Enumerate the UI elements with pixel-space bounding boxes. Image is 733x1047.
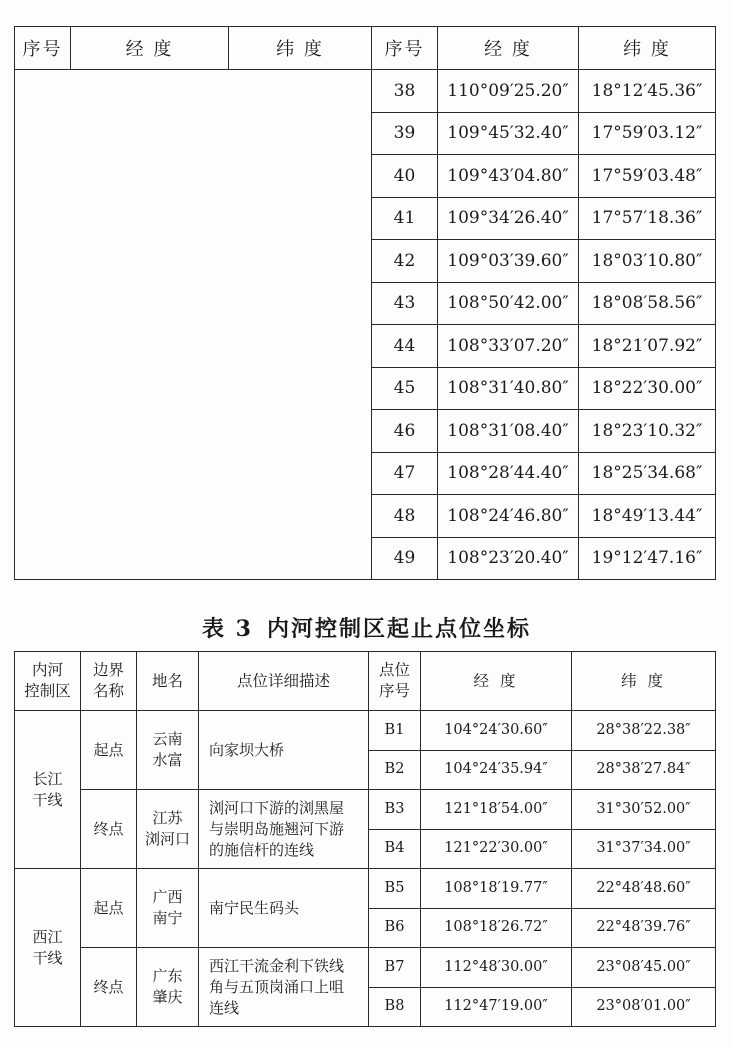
seq-cell: 47: [372, 452, 438, 495]
boundary-cell: 起点: [81, 869, 137, 948]
point-id-cell: B2: [369, 750, 421, 790]
latitude-cell: 23°08′01.00″: [572, 987, 716, 1027]
longitude-cell: 108°31′08.40″: [438, 410, 579, 453]
table-row: [15, 869, 716, 909]
description-cell: 西江干流金利下铁线 角与五顶岗涌口上咀 连线: [199, 948, 369, 1027]
latitude-cell: 23°08′45.00″: [572, 948, 716, 988]
point-id-cell: B7: [369, 948, 421, 988]
longitude-cell: 112°47′19.00″: [421, 987, 572, 1027]
header-zone: 内河 控制区: [15, 652, 81, 711]
latitude-cell: 19°12′47.16″: [579, 537, 716, 580]
latitude-cell: 18°03′10.80″: [579, 240, 716, 283]
longitude-cell: 109°43′04.80″: [438, 155, 579, 198]
description-cell: 南宁民生码头: [199, 869, 369, 948]
seq-cell: 38: [372, 70, 438, 113]
place-cell: 广西 南宁: [137, 869, 199, 948]
zone-cell: 长江 干线: [15, 711, 81, 869]
seq-cell: 42: [372, 240, 438, 283]
header-lon-left: 经 度: [71, 27, 229, 70]
table3-title-number: 表 3: [202, 616, 253, 642]
table-row: [15, 948, 716, 988]
seq-cell: 43: [372, 282, 438, 325]
point-id-cell: B6: [369, 908, 421, 948]
place-cell: 广东 肇庆: [137, 948, 199, 1027]
point-id-cell: B4: [369, 829, 421, 869]
header-lat-right: 纬 度: [579, 27, 716, 70]
latitude-cell: 18°08′58.56″: [579, 282, 716, 325]
latitude-cell: 22°48′39.76″: [572, 908, 716, 948]
longitude-cell: 108°31′40.80″: [438, 367, 579, 410]
header-desc: 点位详细描述: [199, 652, 369, 711]
coordinates-table-continued: [14, 26, 716, 580]
seq-cell: 48: [372, 495, 438, 538]
longitude-cell: 108°50′42.00″: [438, 282, 579, 325]
point-id-cell: B1: [369, 711, 421, 751]
seq-cell: 49: [372, 537, 438, 580]
header-place: 地名: [137, 652, 199, 711]
place-cell: 江苏 浏河口: [137, 790, 199, 869]
latitude-cell: 17°59′03.12″: [579, 112, 716, 155]
blank-area: [15, 70, 372, 580]
longitude-cell: 110°09′25.20″: [438, 70, 579, 113]
latitude-cell: 18°22′30.00″: [579, 367, 716, 410]
place-cell: 云南 水富: [137, 711, 199, 790]
longitude-cell: 104°24′35.94″: [421, 750, 572, 790]
latitude-cell: 18°23′10.32″: [579, 410, 716, 453]
longitude-cell: 108°23′20.40″: [438, 537, 579, 580]
point-id-cell: B5: [369, 869, 421, 909]
inland-river-control-table: [14, 651, 716, 1027]
longitude-cell: 112°48′30.00″: [421, 948, 572, 988]
table-row: [15, 790, 716, 830]
longitude-cell: 109°03′39.60″: [438, 240, 579, 283]
header-lon: 经 度: [421, 652, 572, 711]
table-header-row: [15, 27, 716, 70]
longitude-cell: 108°18′26.72″: [421, 908, 572, 948]
seq-cell: 41: [372, 197, 438, 240]
boundary-cell: 终点: [81, 948, 137, 1027]
table3-header-row: [15, 652, 716, 711]
boundary-cell: 终点: [81, 790, 137, 869]
seq-cell: 44: [372, 325, 438, 368]
longitude-cell: 104°24′30.60″: [421, 711, 572, 751]
longitude-cell: 109°34′26.40″: [438, 197, 579, 240]
boundary-cell: 起点: [81, 711, 137, 790]
latitude-cell: 28°38′22.38″: [572, 711, 716, 751]
header-lat: 纬 度: [572, 652, 716, 711]
seq-cell: 46: [372, 410, 438, 453]
table3-title-text: 内河控制区起止点位坐标: [266, 616, 531, 642]
seq-cell: 45: [372, 367, 438, 410]
latitude-cell: 17°57′18.36″: [579, 197, 716, 240]
description-cell: 向家坝大桥: [199, 711, 369, 790]
table-row: [15, 70, 716, 113]
latitude-cell: 18°12′45.36″: [579, 70, 716, 113]
point-id-cell: B8: [369, 987, 421, 1027]
latitude-cell: 28°38′27.84″: [572, 750, 716, 790]
header-seq-left: 序号: [15, 27, 71, 70]
zone-cell: 西江 干线: [15, 869, 81, 1027]
longitude-cell: 108°28′44.40″: [438, 452, 579, 495]
latitude-cell: 31°37′34.00″: [572, 829, 716, 869]
header-seq-right: 序号: [372, 27, 438, 70]
latitude-cell: 18°25′34.68″: [579, 452, 716, 495]
latitude-cell: 31°30′52.00″: [572, 790, 716, 830]
seq-cell: 39: [372, 112, 438, 155]
latitude-cell: 18°49′13.44″: [579, 495, 716, 538]
latitude-cell: 22°48′48.60″: [572, 869, 716, 909]
table3-title: [0, 612, 733, 643]
header-boundary: 边界 名称: [81, 652, 137, 711]
seq-cell: 40: [372, 155, 438, 198]
latitude-cell: 18°21′07.92″: [579, 325, 716, 368]
longitude-cell: 121°18′54.00″: [421, 790, 572, 830]
latitude-cell: 17°59′03.48″: [579, 155, 716, 198]
point-id-cell: B3: [369, 790, 421, 830]
longitude-cell: 109°45′32.40″: [438, 112, 579, 155]
header-lon-right: 经 度: [438, 27, 579, 70]
longitude-cell: 108°18′19.77″: [421, 869, 572, 909]
header-point: 点位 序号: [369, 652, 421, 711]
longitude-cell: 108°33′07.20″: [438, 325, 579, 368]
longitude-cell: 108°24′46.80″: [438, 495, 579, 538]
table-row: [15, 711, 716, 751]
description-cell: 浏河口下游的浏黑屋 与崇明岛施翘河下游 的施信杆的连线: [199, 790, 369, 869]
longitude-cell: 121°22′30.00″: [421, 829, 572, 869]
header-lat-left: 纬 度: [229, 27, 372, 70]
